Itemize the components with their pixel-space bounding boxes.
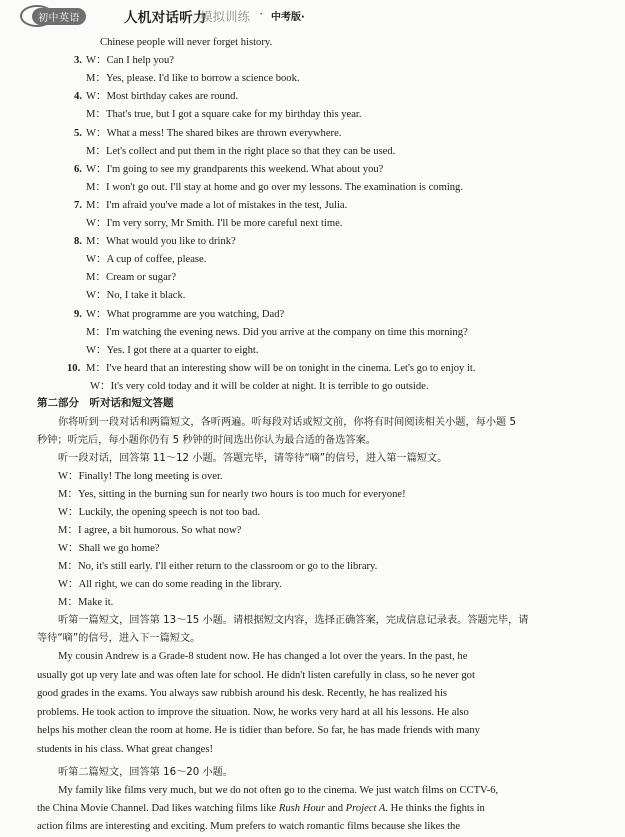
edition-label: 中考版· [271, 12, 305, 23]
logo-label: 初中英语 [32, 8, 86, 25]
dialogue-line: W：Yes. I got there at a quarter to eight. [86, 344, 259, 356]
dialogue-line: M：I agree, a bit humorous. So what now? [58, 525, 242, 536]
dialogue-line: W：A cup of coffee, please. [86, 254, 207, 266]
dialogue-line: W：I'm going to see my grandparents this weekend. What about you? [86, 163, 384, 175]
page-header [20, 3, 380, 29]
question-number: 8. [74, 236, 82, 248]
dialogue-line: M：That's true, but I got a square cake for my birthday this year. [86, 109, 362, 121]
question-number: 3. [74, 55, 82, 67]
series-subtitle: 模拟训练 [200, 9, 251, 24]
dialogue-line: W：Shall we go home? [58, 543, 160, 554]
passage2-line: the China Movie Channel. Dad likes watching films like Rush Hour and Project A. He thinks the fights in [37, 803, 485, 814]
dialogue-line: M：Cream or sugar? [86, 272, 177, 284]
passage1-line: helps his mother clean the room at home. He is tidier than before. So far, he has made friends with many [37, 725, 480, 737]
series-title: 人机对话听力 [124, 10, 207, 26]
question-number: 5. [74, 127, 82, 139]
dialogue-line: M：What would you like to drink? [86, 236, 236, 248]
dialogue-line: W：All right, we can do some reading in the library. [58, 579, 282, 590]
dialogue-intro: 听一段对话，回答第 11～12 小题。答题完毕，请等待“嘀”的信号，进入第一篇短文。 [58, 453, 448, 464]
passage1-intro-line2: 等待“嘀”的信号，进入下一篇短文。 [37, 633, 201, 644]
dialogue-line: M：I'm afraid you've made a lot of mistakes in the test, Julia. [86, 199, 348, 211]
dialogue-line: M：No, it's still early. I'll either return to the classroom or go to the library. [58, 561, 378, 572]
film-title: Project A [345, 803, 386, 814]
dialogue-line: W：I'm very sorry, Mr Smith. I'll be more careful next time. [86, 218, 343, 229]
dialogue-line: M：I'm watching the evening news. Did you arrive at the company on time this morning? [86, 326, 468, 338]
dialogue-line: Chinese people will never forget history. [100, 37, 273, 48]
dialogue-line: M：Let's collect and put them in the right place so that they can be used. [86, 145, 396, 157]
question-number: 9. [74, 308, 82, 320]
dialogue-line: W：No, I take it black. [86, 290, 186, 302]
passage1-line: My cousin Andrew is a Grade-8 student now. He has changed a lot over the years. In the past, he [58, 651, 468, 662]
dialogue-line: M：I've heard that an interesting show will be on tonight in the cinema. Let's go to enjoy it. [86, 362, 476, 374]
dialogue-line: W：It's very cold today and it will be colder at night. It is terrible to go outside. [90, 380, 429, 392]
passage2-line: My family like films very much, but we do not often go to the cinema. We just watch films on CCTV-6, [58, 785, 499, 796]
passage1-line: students in his class. What great changes! [37, 744, 214, 755]
dialogue-line: W：Can I help you? [86, 55, 174, 67]
title-separator: · [259, 6, 264, 21]
passage1-line: problems. He took action to improve the situation. Now, he works very hard at all his lessons. He also [37, 706, 469, 718]
dialogue-line: W：What programme are you watching, Dad? [86, 308, 285, 320]
dialogue-line: M：Yes, please. I'd like to borrow a science book. [86, 73, 300, 85]
film-title: Rush Hour [278, 803, 326, 814]
question-number: 10. [67, 362, 81, 374]
part2-intro-line1: 你将听到一段对话和两篇短文，各听两遍。听每段对话或短文前，你将有时间阅读相关小题，每小题 5 [58, 417, 516, 428]
dialogue-line: W：Most birthday cakes are round. [86, 91, 239, 103]
part2-intro-line2: 秒钟；听完后，每小题你仍有 5 秒钟的时间选出你认为最合适的备选答案。 [37, 435, 376, 446]
passage2-line: action films are interesting and exciting. Mum prefers to watch romantic films because she likes the [37, 821, 461, 832]
passage1-line: usually got up very late and was often late for school. He didn't listen carefully in class, so he never got [37, 669, 475, 681]
dialogue-line: M：I won't go out. I'll stay at home and go over my lessons. The examination is coming. [86, 181, 463, 193]
dialogue-line: M：Yes, sitting in the burning sun for nearly two hours is too much for everyone! [58, 489, 406, 500]
part2-heading: 第二部分 听对话和短文答题 [37, 397, 174, 409]
question-number: 4. [74, 91, 82, 103]
question-number: 6. [74, 163, 82, 175]
dialogue-line: W：What a mess! The shared bikes are thrown everywhere. [86, 127, 342, 139]
passage2-intro: 听第二篇短文，回答第 16～20 小题。 [58, 767, 234, 778]
question-number: 7. [74, 199, 82, 211]
passage1-intro-line1: 听第一篇短文，回答第 13～15 小题。请根据短文内容，选择正确答案，完成信息记录表。答题完毕，请 [58, 615, 529, 626]
dialogue-line: W：Luckily, the opening speech is not too bad. [58, 507, 261, 518]
dialogue-line: W：Finally! The long meeting is over. [58, 471, 223, 482]
dialogue-line: M：Make it. [58, 597, 114, 608]
passage1-line: good grades in the exams. You always saw rubbish around his desk. Recently, he has realized his [37, 688, 448, 700]
